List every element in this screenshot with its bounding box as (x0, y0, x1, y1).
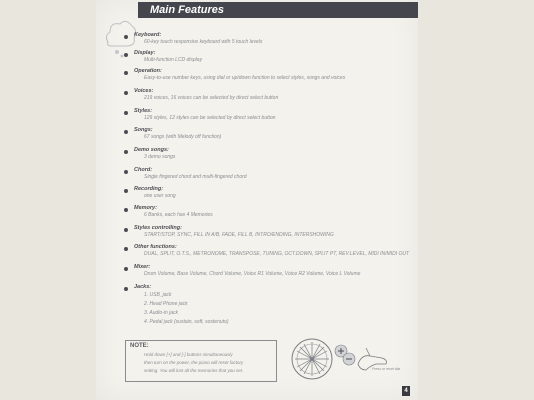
bullet-icon (124, 267, 128, 271)
feature-desc: 219 voices, 16 voices can be selected by direct select button (144, 95, 279, 101)
note-line: Hold down [+] and [-] buttons simultaneously (144, 352, 233, 357)
plus-minus-icon (334, 344, 356, 366)
feature-desc: one user song (144, 193, 176, 199)
bullet-icon (124, 150, 128, 154)
feature-title: Chord: (134, 167, 153, 173)
feature-operation (134, 68, 424, 82)
jack-item: 3. Audio-in jack (144, 310, 178, 316)
feature-title: Demo songs: (134, 147, 169, 153)
note-line: then turn on the power, the piano will reset factory (144, 360, 244, 365)
feature-chord (134, 167, 424, 181)
feature-desc: START/STOP, SYNC, FILL IN A/B, FADE, FILL B, INTRO/ENDING, INTERSHOWING (144, 232, 334, 238)
feature-desc: Drum Volume, Bass Volume, Chord Volume, Voice R1 Volume, Voice R2 Volume, Voice L Volume (144, 271, 361, 277)
jack-item: 2. Head Phone jack (144, 301, 188, 307)
feature-mixer (134, 264, 424, 278)
bullet-icon (124, 91, 128, 95)
bullet-icon (124, 111, 128, 115)
feature-title: Styles: (134, 108, 153, 114)
feature-display (134, 50, 424, 64)
feature-voices (134, 88, 424, 102)
feature-desc: 67 songs (with Melody off function) (144, 134, 222, 140)
bullet-icon (124, 189, 128, 193)
feature-title: Voices: (134, 88, 154, 94)
feature-styles (134, 108, 424, 122)
bullet-icon (124, 228, 128, 232)
bullet-icon (124, 287, 128, 291)
dial-icon (290, 337, 334, 381)
bullet-icon (124, 170, 128, 174)
feature-title: Mixer: (134, 264, 151, 270)
feature-desc: 60-key touch responsive keyboard with 5 touch levels (144, 39, 263, 45)
note-line: setting. You will lost all the memories that you set. (144, 368, 244, 373)
feature-title: Operation: (134, 68, 162, 74)
cloud-icon (102, 12, 138, 60)
feature-styles-controlling (134, 225, 424, 239)
feature-desc: Single fingered chord and multi-fingered chord (144, 174, 247, 180)
bullet-icon (124, 130, 128, 134)
feature-title: Recording: (134, 186, 164, 192)
feature-songs (134, 127, 424, 141)
jack-list (144, 291, 424, 327)
note-text (144, 351, 272, 375)
jack-item: 1. USB_jack (144, 292, 172, 298)
feature-desc: Multi-function LCD display (144, 57, 203, 63)
feature-recording (134, 186, 424, 200)
note-title: NOTE: (130, 343, 149, 349)
feature-title: Other functions: (134, 244, 177, 250)
feature-desc: DUAL, SPLIT, O.T.S., METRONOME, TRANSPOSE, TUNING, OCT.DOWN, SPLIT PT, REV.LEVEL, MIDI IN/MIDI OUT (144, 251, 410, 257)
bullet-icon (124, 208, 128, 212)
feature-demo-songs (134, 147, 424, 161)
feature-other-functions (134, 244, 424, 258)
feature-title: Display: (134, 50, 156, 56)
feature-desc: 6 Banks, each has 4 Memories (144, 212, 213, 218)
feature-keyboard (134, 32, 424, 46)
bullet-icon (124, 247, 128, 251)
jack-item: 4. Pedal jack (sustain, soft, sostenuto) (144, 319, 229, 325)
page-number: 4 (402, 386, 410, 396)
bullet-icon (124, 35, 128, 39)
bullet-icon (124, 71, 128, 75)
feature-title: Memory: (134, 205, 157, 211)
feature-jacks (134, 284, 424, 327)
feature-title: Styles controlling: (134, 225, 182, 231)
feature-desc: 3 demo songs (144, 154, 176, 160)
feature-title: Jacks: (134, 284, 152, 290)
feature-memory (134, 205, 424, 219)
feature-desc: 129 styles, 12 styles can be selected by direct select button (144, 115, 276, 121)
illustration-caption: Press or reset dial (372, 367, 401, 371)
bullet-icon (124, 53, 128, 57)
feature-title: Keyboard: (134, 32, 162, 38)
feature-title: Songs: (134, 127, 153, 133)
feature-desc: Easy-to-use number keys, using dial or up/down function to select styles, songs and voices (144, 75, 346, 81)
page-title: Main Features (150, 4, 224, 16)
